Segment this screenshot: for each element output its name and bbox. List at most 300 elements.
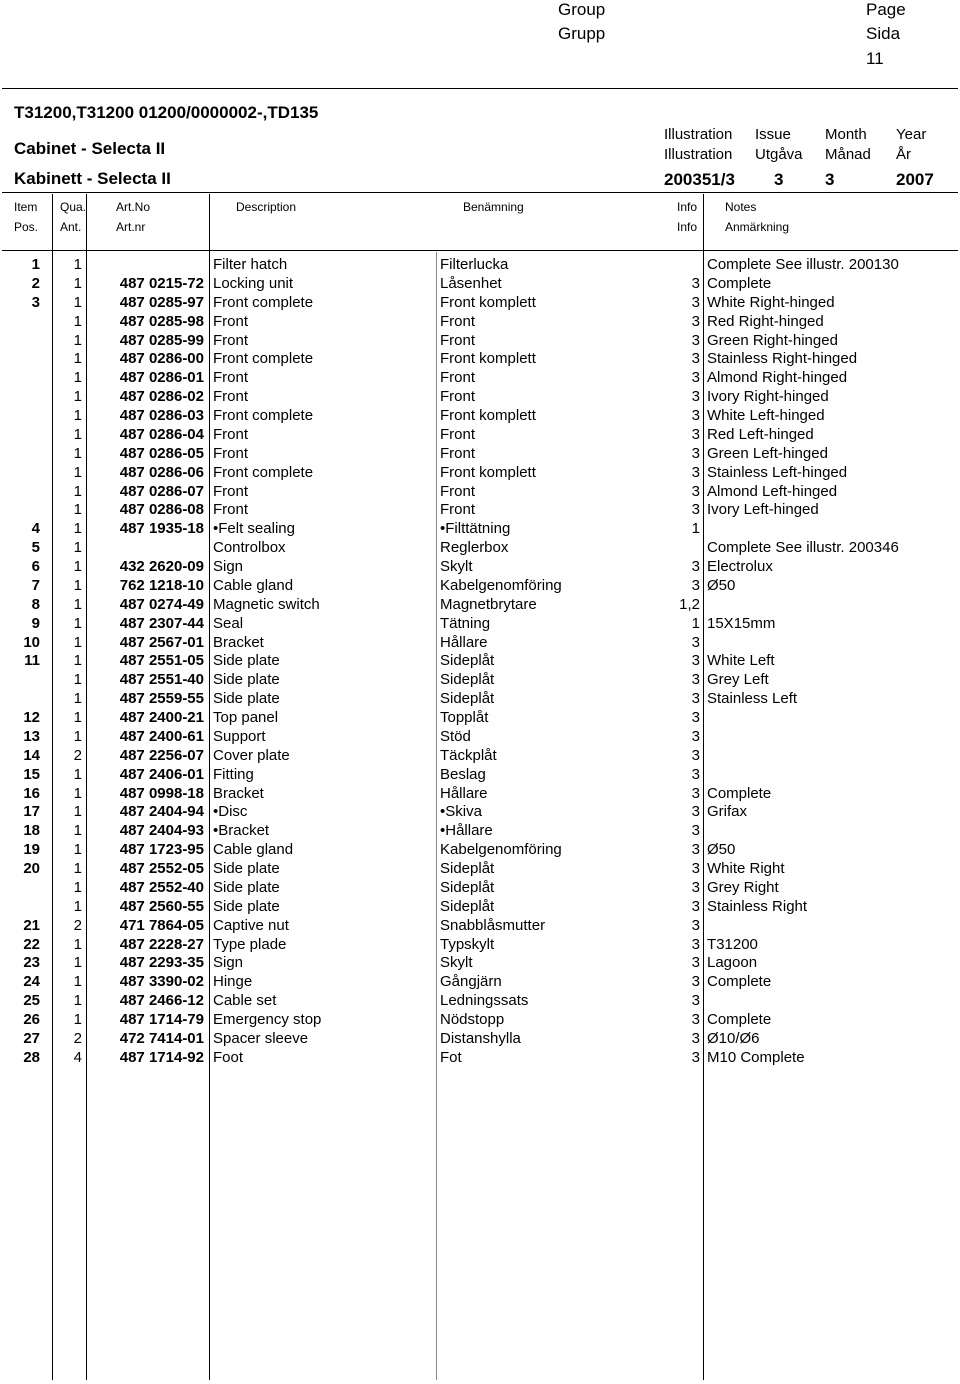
cell-ben: Täckplåt bbox=[440, 746, 497, 764]
cell-notes: White Right bbox=[707, 860, 785, 877]
cell-desc: Side plate bbox=[213, 897, 280, 915]
cell-desc: Front complete bbox=[213, 293, 314, 311]
table-row bbox=[0, 917, 960, 936]
cell-notes: Green Left-hinged bbox=[707, 444, 828, 462]
table-row bbox=[0, 445, 960, 464]
cell-notes: Ivory Left-hinged bbox=[707, 501, 819, 519]
cell-notes: Stainless Right-hinged bbox=[707, 350, 858, 368]
cell-desc: Locking unit bbox=[213, 274, 294, 292]
cell-desc: Side plate bbox=[213, 860, 280, 877]
col-anmarkning: Anmärkning bbox=[725, 220, 790, 234]
cell-desc: Fitting bbox=[213, 765, 254, 783]
cell-qua: 1 bbox=[73, 369, 82, 387]
cell-desc: Front complete bbox=[213, 407, 314, 424]
cell-info: 3 bbox=[691, 765, 700, 783]
cell-notes: Grey Right bbox=[707, 878, 779, 896]
cell-desc: Cable gland bbox=[213, 576, 294, 594]
cell-qua: 1 bbox=[73, 954, 82, 972]
cell-info: 3 bbox=[691, 897, 700, 915]
cell-info: 3 bbox=[691, 1048, 700, 1066]
cell-qua: 1 bbox=[73, 784, 82, 802]
cell-ben: Tätning bbox=[440, 614, 491, 632]
cell-info: 3 bbox=[691, 369, 700, 387]
cell-ben: Front bbox=[440, 369, 476, 387]
table-row bbox=[0, 860, 960, 879]
cell-ben: •Filttätning bbox=[440, 520, 511, 538]
cell-notes: Complete bbox=[707, 973, 772, 991]
cell-qua: 1 bbox=[73, 878, 82, 896]
cell-info: 3 bbox=[691, 841, 700, 859]
cell-qua: 2 bbox=[73, 746, 82, 764]
cell-desc: Sign bbox=[213, 954, 244, 972]
col-info-en: Info bbox=[677, 200, 698, 214]
cell-info: 3 bbox=[691, 1029, 700, 1047]
month-label-en: Month bbox=[825, 126, 867, 143]
cell-info: 3 bbox=[691, 633, 700, 651]
col-pos: Pos. bbox=[14, 220, 39, 234]
cell-qua: 1 bbox=[73, 274, 82, 292]
year-label-sv: År bbox=[896, 146, 911, 163]
cell-notes: M10 Complete bbox=[707, 1048, 805, 1066]
cell-art: 487 2404-93 bbox=[119, 822, 204, 840]
cell-ben: Beslag bbox=[440, 765, 486, 783]
cell-ben: Distanshylla bbox=[440, 1029, 521, 1047]
cell-notes: Almond Right-hinged bbox=[707, 369, 848, 387]
cell-notes: Grey Left bbox=[707, 671, 769, 689]
cell-art: 487 0286-07 bbox=[119, 482, 204, 500]
cell-desc: Bracket bbox=[213, 633, 264, 651]
cell-desc: Controlbox bbox=[213, 539, 286, 557]
cell-art: 487 0998-18 bbox=[119, 784, 204, 802]
cell-info: 3 bbox=[691, 992, 700, 1010]
table-row bbox=[0, 747, 960, 766]
cell-ben: Hållare bbox=[440, 633, 488, 651]
cell-qua: 1 bbox=[73, 350, 82, 368]
cell-notes: White Left bbox=[707, 652, 775, 670]
cell-pos: 14 bbox=[23, 746, 40, 764]
cell-desc: Foot bbox=[213, 1048, 244, 1066]
cell-desc: Support bbox=[213, 727, 266, 745]
cell-art: 487 2559-55 bbox=[119, 690, 204, 708]
cell-notes: White Left-hinged bbox=[707, 407, 825, 424]
table-row bbox=[0, 388, 960, 407]
cell-qua: 1 bbox=[73, 558, 82, 575]
table-row bbox=[0, 332, 960, 351]
cell-notes: Grifax bbox=[707, 803, 748, 821]
cell-info: 3 bbox=[691, 1011, 700, 1028]
cell-notes: Green Right-hinged bbox=[707, 331, 838, 349]
cell-qua: 1 bbox=[73, 331, 82, 349]
cell-info: 3 bbox=[691, 312, 700, 330]
cell-info: 3 bbox=[691, 709, 700, 726]
header-top-rule bbox=[2, 88, 958, 89]
cell-pos: 27 bbox=[23, 1029, 40, 1047]
cell-ben: Gångjärn bbox=[440, 973, 502, 991]
cell-art: 487 0286-03 bbox=[119, 407, 204, 424]
cell-art: 487 0286-00 bbox=[119, 350, 204, 368]
cell-pos: 12 bbox=[23, 709, 40, 726]
cell-info: 3 bbox=[691, 784, 700, 802]
table-row bbox=[0, 501, 960, 520]
cell-desc: •Felt sealing bbox=[213, 520, 295, 538]
cell-info: 1 bbox=[691, 520, 700, 538]
issue-label-en: Issue bbox=[755, 126, 791, 143]
cell-ben: Kabelgenomföring bbox=[440, 576, 562, 594]
cell-info: 3 bbox=[691, 727, 700, 745]
cell-desc: Front bbox=[213, 388, 249, 406]
cell-qua: 1 bbox=[73, 520, 82, 538]
cell-art: 487 2560-55 bbox=[119, 897, 204, 915]
cell-qua: 4 bbox=[73, 1048, 82, 1066]
cell-desc: Front complete bbox=[213, 350, 314, 368]
parts-table bbox=[0, 256, 960, 1068]
cell-info: 3 bbox=[691, 463, 700, 481]
cell-pos: 5 bbox=[31, 539, 40, 557]
cell-desc: Hinge bbox=[213, 973, 253, 991]
cell-info: 3 bbox=[691, 746, 700, 764]
illustration-label-sv: Illustration bbox=[664, 146, 733, 163]
cell-ben: Typskylt bbox=[440, 935, 495, 953]
cell-art: 432 2620-09 bbox=[119, 558, 204, 575]
cell-art: 487 0286-08 bbox=[119, 501, 204, 519]
table-row bbox=[0, 728, 960, 747]
table-row bbox=[0, 634, 960, 653]
cell-art: 487 0215-72 bbox=[119, 274, 204, 292]
cell-notes: Complete bbox=[707, 784, 772, 802]
cell-info: 3 bbox=[691, 822, 700, 840]
cell-pos: 22 bbox=[23, 935, 40, 953]
cell-info: 1,2 bbox=[679, 595, 700, 613]
cell-ben: Ledningssats bbox=[440, 992, 529, 1010]
cell-desc: Emergency stop bbox=[213, 1011, 322, 1028]
cell-info: 3 bbox=[691, 425, 700, 443]
cell-qua: 1 bbox=[73, 482, 82, 500]
cell-pos: 6 bbox=[31, 558, 40, 575]
cell-qua: 1 bbox=[73, 671, 82, 689]
cell-pos: 21 bbox=[23, 916, 40, 934]
cell-ben: Stöd bbox=[440, 727, 471, 745]
cell-desc: Front bbox=[213, 425, 249, 443]
cell-desc: Spacer sleeve bbox=[213, 1029, 309, 1047]
cell-notes: Stainless Left-hinged bbox=[707, 463, 848, 481]
table-row bbox=[0, 539, 960, 558]
month-label-sv: Månad bbox=[825, 146, 871, 163]
col-ant: Ant. bbox=[60, 220, 82, 234]
cell-art: 487 1935-18 bbox=[119, 520, 204, 538]
cell-ben: Front komplett bbox=[440, 463, 536, 481]
cell-info: 3 bbox=[691, 803, 700, 821]
cell-desc: Front complete bbox=[213, 463, 314, 481]
cell-desc: Cable set bbox=[213, 992, 277, 1010]
cell-art: 487 0285-99 bbox=[119, 331, 204, 349]
cell-ben: •Hållare bbox=[440, 822, 493, 840]
cell-pos: 11 bbox=[24, 652, 40, 670]
cell-qua: 1 bbox=[73, 727, 82, 745]
cell-qua: 1 bbox=[73, 935, 82, 953]
cell-pos: 23 bbox=[23, 954, 40, 972]
page-label-sv: Sida bbox=[866, 24, 901, 43]
cell-desc: Side plate bbox=[213, 652, 280, 670]
cell-art: 487 1714-79 bbox=[119, 1011, 204, 1028]
table-row bbox=[0, 841, 960, 860]
cell-pos: 16 bbox=[23, 784, 40, 802]
cell-info: 3 bbox=[691, 388, 700, 406]
table-row bbox=[0, 275, 960, 294]
cell-desc: Front bbox=[213, 312, 249, 330]
cell-ben: Front komplett bbox=[440, 407, 536, 424]
cell-info: 3 bbox=[691, 576, 700, 594]
cell-ben: Front bbox=[440, 388, 476, 406]
cell-ben: Front bbox=[440, 425, 476, 443]
table-row bbox=[0, 1030, 960, 1049]
cell-ben: Fot bbox=[440, 1048, 462, 1066]
cell-info: 3 bbox=[691, 293, 700, 311]
cell-ben: Sideplåt bbox=[440, 671, 495, 689]
model-title: T31200,T31200 01200/0000002-,TD135 bbox=[14, 103, 319, 122]
cell-desc: Front bbox=[213, 444, 249, 462]
table-row bbox=[0, 766, 960, 785]
cell-art: 487 1714-92 bbox=[119, 1048, 204, 1066]
cell-notes: Red Right-hinged bbox=[707, 312, 824, 330]
illustration-value: 200351/3 bbox=[664, 170, 735, 189]
cell-pos: 4 bbox=[31, 520, 40, 538]
col-description: Description bbox=[236, 200, 297, 214]
cell-pos: 26 bbox=[23, 1011, 40, 1028]
cell-qua: 1 bbox=[73, 709, 82, 726]
cell-info: 3 bbox=[691, 916, 700, 934]
issue-value: 3 bbox=[774, 170, 784, 189]
cell-notes: Stainless Right bbox=[707, 897, 808, 915]
cell-ben: Front komplett bbox=[440, 350, 536, 368]
cell-art: 487 2400-21 bbox=[119, 709, 204, 726]
month-value: 3 bbox=[825, 170, 835, 189]
table-row bbox=[0, 369, 960, 388]
cell-desc: Front bbox=[213, 331, 249, 349]
cell-pos: 10 bbox=[23, 633, 40, 651]
cell-notes: Complete bbox=[707, 1011, 772, 1028]
cell-pos: 13 bbox=[23, 727, 40, 745]
table-row bbox=[0, 558, 960, 577]
product-name-en: Cabinet - Selecta II bbox=[14, 139, 166, 158]
cell-pos: 24 bbox=[23, 973, 40, 991]
cell-desc: Side plate bbox=[213, 878, 280, 896]
illustration-label-en: Illustration bbox=[664, 126, 733, 143]
issue-label-sv: Utgåva bbox=[755, 146, 803, 163]
cell-ben: Sideplåt bbox=[440, 897, 495, 915]
table-row bbox=[0, 898, 960, 917]
cell-pos: 15 bbox=[23, 765, 40, 783]
cell-info: 3 bbox=[691, 501, 700, 519]
cell-ben: Reglerbox bbox=[440, 539, 509, 557]
cell-notes: Lagoon bbox=[707, 954, 758, 972]
cell-desc: •Bracket bbox=[213, 822, 270, 840]
table-row bbox=[0, 652, 960, 671]
cell-info: 3 bbox=[691, 558, 700, 575]
cell-info: 3 bbox=[691, 407, 700, 424]
year-label-en: Year bbox=[896, 126, 927, 143]
cell-info: 3 bbox=[691, 350, 700, 368]
columns-top-rule bbox=[2, 192, 958, 193]
cell-desc: Front bbox=[213, 482, 249, 500]
page-number: 11 bbox=[866, 49, 884, 68]
cell-desc: Type plade bbox=[213, 935, 287, 953]
columns-bottom-rule bbox=[2, 250, 958, 251]
cell-ben: Snabblåsmutter bbox=[440, 916, 546, 934]
table-row bbox=[0, 1049, 960, 1068]
cell-art: 762 1218-10 bbox=[119, 576, 204, 594]
cell-qua: 1 bbox=[73, 633, 82, 651]
cell-ben: Front bbox=[440, 482, 476, 500]
cell-qua: 1 bbox=[73, 501, 82, 519]
table-row bbox=[0, 785, 960, 804]
cell-info: 3 bbox=[691, 671, 700, 689]
cell-info: 3 bbox=[691, 482, 700, 500]
cell-ben: Front bbox=[440, 501, 476, 519]
cell-qua: 1 bbox=[73, 860, 82, 877]
cell-qua: 1 bbox=[73, 652, 82, 670]
cell-info: 3 bbox=[691, 652, 700, 670]
table-row bbox=[0, 294, 960, 313]
cell-notes: Complete bbox=[707, 274, 772, 292]
cell-info: 1 bbox=[691, 614, 700, 632]
cell-qua: 1 bbox=[73, 256, 82, 273]
table-row bbox=[0, 936, 960, 955]
cell-art: 487 0285-98 bbox=[119, 312, 204, 330]
cell-art: 487 2404-94 bbox=[119, 803, 204, 821]
cell-info: 3 bbox=[691, 878, 700, 896]
cell-qua: 1 bbox=[73, 897, 82, 915]
cell-desc: Captive nut bbox=[213, 916, 289, 934]
cell-pos: 7 bbox=[31, 576, 40, 594]
table-row bbox=[0, 483, 960, 502]
cell-qua: 1 bbox=[73, 576, 82, 594]
table-row bbox=[0, 1011, 960, 1030]
cell-ben: Skylt bbox=[440, 954, 473, 972]
cell-art: 487 0286-01 bbox=[119, 369, 204, 387]
cell-art: 487 2552-05 bbox=[119, 860, 204, 877]
cell-notes: Ivory Right-hinged bbox=[707, 388, 829, 406]
col-item: Item bbox=[14, 200, 38, 214]
cell-art: 487 2552-40 bbox=[119, 878, 204, 896]
page-label-en: Page bbox=[866, 0, 906, 19]
cell-pos: 28 bbox=[23, 1048, 40, 1066]
cell-desc: Top panel bbox=[213, 709, 279, 726]
table-row bbox=[0, 973, 960, 992]
col-info-sv: Info bbox=[677, 220, 698, 234]
cell-ben: Front bbox=[440, 444, 476, 462]
table-row bbox=[0, 313, 960, 332]
cell-info: 3 bbox=[691, 860, 700, 877]
cell-art: 471 7864-05 bbox=[119, 916, 204, 934]
cell-art: 487 0274-49 bbox=[119, 595, 204, 613]
cell-pos: 1 bbox=[31, 256, 40, 273]
cell-art: 472 7414-01 bbox=[119, 1029, 204, 1047]
cell-info: 3 bbox=[691, 973, 700, 991]
cell-qua: 1 bbox=[73, 425, 82, 443]
cell-desc: Bracket bbox=[213, 784, 264, 802]
cell-notes: Stainless Left bbox=[707, 690, 798, 708]
cell-qua: 1 bbox=[73, 992, 82, 1010]
cell-desc: Filter hatch bbox=[213, 256, 288, 273]
cell-qua: 1 bbox=[73, 765, 82, 783]
cell-notes: Electrolux bbox=[707, 558, 773, 575]
cell-ben: Skylt bbox=[440, 558, 473, 575]
col-benamning: Benämning bbox=[463, 200, 524, 214]
cell-notes: Red Left-hinged bbox=[707, 425, 814, 443]
cell-info: 3 bbox=[691, 274, 700, 292]
cell-info: 3 bbox=[691, 690, 700, 708]
table-row bbox=[0, 954, 960, 973]
cell-info: 3 bbox=[691, 935, 700, 953]
cell-art: 487 1723-95 bbox=[119, 841, 204, 859]
cell-qua: 1 bbox=[73, 822, 82, 840]
cell-art: 487 2256-07 bbox=[119, 746, 204, 764]
table-row bbox=[0, 464, 960, 483]
cell-ben: Sideplåt bbox=[440, 878, 495, 896]
table-row bbox=[0, 596, 960, 615]
cell-art: 487 0286-02 bbox=[119, 388, 204, 406]
cell-desc: Cover plate bbox=[213, 746, 290, 764]
group-label-en: Group bbox=[558, 0, 606, 19]
table-row bbox=[0, 256, 960, 275]
cell-desc: Magnetic switch bbox=[213, 595, 320, 613]
cell-pos: 9 bbox=[31, 614, 40, 632]
cell-ben: •Skiva bbox=[440, 803, 482, 821]
cell-qua: 1 bbox=[73, 803, 82, 821]
cell-qua: 1 bbox=[73, 293, 82, 311]
cell-ben: Sideplåt bbox=[440, 652, 495, 670]
cell-pos: 20 bbox=[23, 860, 40, 877]
table-row bbox=[0, 992, 960, 1011]
cell-art: 487 3390-02 bbox=[119, 973, 204, 991]
cell-notes: Almond Left-hinged bbox=[707, 482, 838, 500]
cell-ben: Filterlucka bbox=[440, 256, 509, 273]
cell-ben: Front bbox=[440, 312, 476, 330]
table-row bbox=[0, 803, 960, 822]
cell-notes: 15X15mm bbox=[707, 614, 776, 632]
table-row bbox=[0, 671, 960, 690]
cell-art: 487 2406-01 bbox=[119, 765, 204, 783]
cell-ben: Kabelgenomföring bbox=[440, 841, 562, 859]
cell-qua: 1 bbox=[73, 539, 82, 557]
cell-qua: 2 bbox=[73, 1029, 82, 1047]
cell-ben: Topplåt bbox=[440, 709, 489, 726]
table-row bbox=[0, 879, 960, 898]
cell-qua: 1 bbox=[73, 614, 82, 632]
cell-ben: Magnetbrytare bbox=[440, 595, 537, 613]
cell-desc: Front bbox=[213, 501, 249, 519]
cell-desc: Side plate bbox=[213, 671, 280, 689]
cell-art: 487 2293-35 bbox=[119, 954, 204, 972]
cell-desc: Front bbox=[213, 369, 249, 387]
cell-notes: Complete See illustr. 200346 bbox=[707, 539, 899, 557]
table-row bbox=[0, 520, 960, 539]
cell-notes: Ø50 bbox=[707, 576, 736, 594]
cell-ben: Hållare bbox=[440, 784, 488, 802]
cell-art: 487 2551-05 bbox=[119, 652, 204, 670]
col-artnr: Art.nr bbox=[116, 220, 146, 234]
cell-ben: Front komplett bbox=[440, 293, 536, 311]
cell-pos: 19 bbox=[23, 841, 40, 859]
table-row bbox=[0, 407, 960, 426]
cell-notes: Ø10/Ø6 bbox=[707, 1029, 760, 1047]
cell-art: 487 0285-97 bbox=[119, 293, 204, 311]
year-value: 2007 bbox=[896, 170, 934, 189]
cell-qua: 1 bbox=[73, 388, 82, 406]
cell-pos: 2 bbox=[31, 274, 40, 292]
cell-pos: 18 bbox=[23, 822, 40, 840]
cell-pos: 17 bbox=[23, 803, 40, 821]
